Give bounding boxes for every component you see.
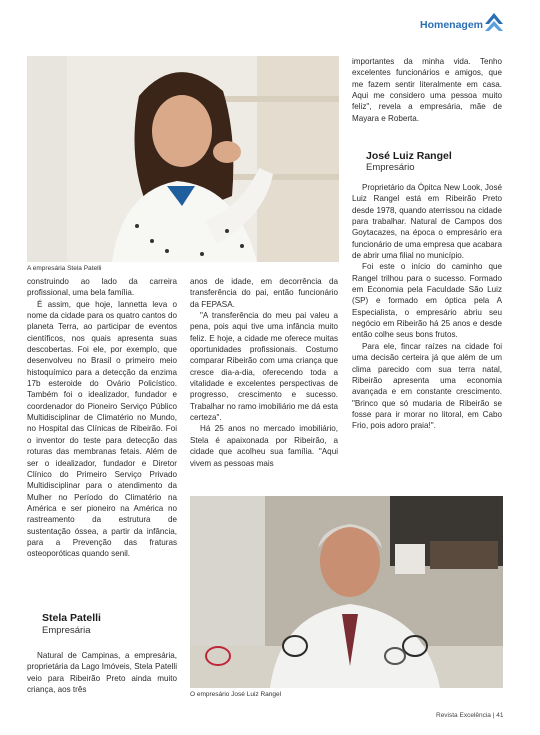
article-column-2 [190, 276, 338, 469]
paragraph: Natural de Campinas, a empresária, proprietária da Lago Imóveis, Stela Patelli veio para Ribeirão Preto ainda muito criança, aos três [27, 651, 177, 695]
article-column-3 [352, 56, 502, 124]
stela-photo-caption: A empresária Stela Patelli [27, 265, 102, 272]
jose-role: Empresário [366, 162, 415, 173]
stela-name-heading: Stela Patelli [42, 612, 101, 624]
paragraph: "A transferência do meu pai valeu a pena, pois aqui tive uma infância muito feliz. E hoje, a cidade me oferece muitas oportunidades profissionais. Costumo comparar Ribeirão com uma criança que cresce dia-a-dia, oferecendo toda a vitalidade e excelentes perspectivas de progresso, crescimento e sucesso. Trabalhar no ramo imobiliário me dá esta certeza". [190, 311, 338, 423]
paragraph: Proprietário da Ópitca New Look, José Luiz Rangel está em Ribeirão Preto desde 1978, quando aterrissou na cidade para trabalhar. Natural de Campos dos Goytacazes, na época o empresário era funcionário de uma empresa que acabara de abrir uma filial no município. [352, 183, 502, 261]
jose-name-heading: José Luiz Rangel [366, 150, 452, 162]
paragraph: Foi este o início do caminho que Rangel trilhou para o sucesso. Formado em Economia pela Faculdade São Luiz (SP) e formado em óptica pela A Especialista, o empresário abriu seu negócio em Ribeirão há 25 anos e desde então colhe seus bons frutos. [352, 262, 502, 340]
jose-article-text [352, 182, 502, 432]
paragraph: Para ele, fincar raízes na cidade foi uma decisão certeira já que além de um clima parecido com sua terra natal, Ribeirão apresenta uma economia avançada e em constante crescimento. "Brinco que só mudaria de Ribeirão se fosse para ir morar no litoral, em Cabo Frio, pois adoro praia!". [352, 341, 502, 431]
paragraph: Há 25 anos no mercado imobiliário, Stela é apaixonada por Ribeirão, a cidade que acolheu sua família. "Aqui vivem as pessoas mais [190, 424, 338, 468]
stela-patelli-photo [27, 56, 339, 262]
article-column-1 [27, 276, 177, 560]
stela-role: Empresária [42, 625, 91, 636]
paragraph: construindo ao lado da carreira profissional, uma bela família. [27, 277, 177, 298]
section-title: Homenagem [420, 19, 484, 31]
paragraph: importantes da minha vida. Tenho excelentes funcionários e amigos, que me fazem sentir literalmente em casa. Aqui me considero uma pessoa muito feliz", revela a empresária, mãe de Mayara e Roberta. [352, 57, 502, 123]
paragraph: É assim, que hoje, Iannetta leva o nome da cidade para os quatro cantos do planeta Terra, ao participar de eventos científicos, nos quais apresenta suas descobertas. Foi ele, por exemplo, que desenvolveu no Brasil o primeiro meio histoquímico para a detecção da enzima 17b esteroide do Ovário Policístico. Também foi o idealizador, fundador e coordenador do Pioneiro Serviço Público Multidisciplinar de Climatério no Mundo, no Hospital das Clínicas de Ribeirão. Foi o inventor do teste para detecção das roturas das membranas fetais. Além de ser o idealizador, fundador e Diretor Clínico do Primeiro Serviço Privado Multidisciplinar para o atendimento da Mulher no Período do Climatério na América e ser pioneiro na América no rastreamento da estrutura de sustentação óssea, a partir da infância, para a Prevenção das fraturas osteoporóticas quando senil. [27, 299, 177, 559]
chevron-up-logo-icon [484, 12, 504, 32]
page-footer: Revista Excelência | 41 [436, 712, 504, 719]
paragraph: anos de idade, em decorrência da transferência do pai, então funcionário da FEPASA. [190, 277, 338, 309]
stela-intro [27, 650, 177, 695]
jose-luiz-rangel-photo [190, 496, 503, 688]
jose-photo-caption: O empresário José Luiz Rangel [190, 691, 282, 698]
